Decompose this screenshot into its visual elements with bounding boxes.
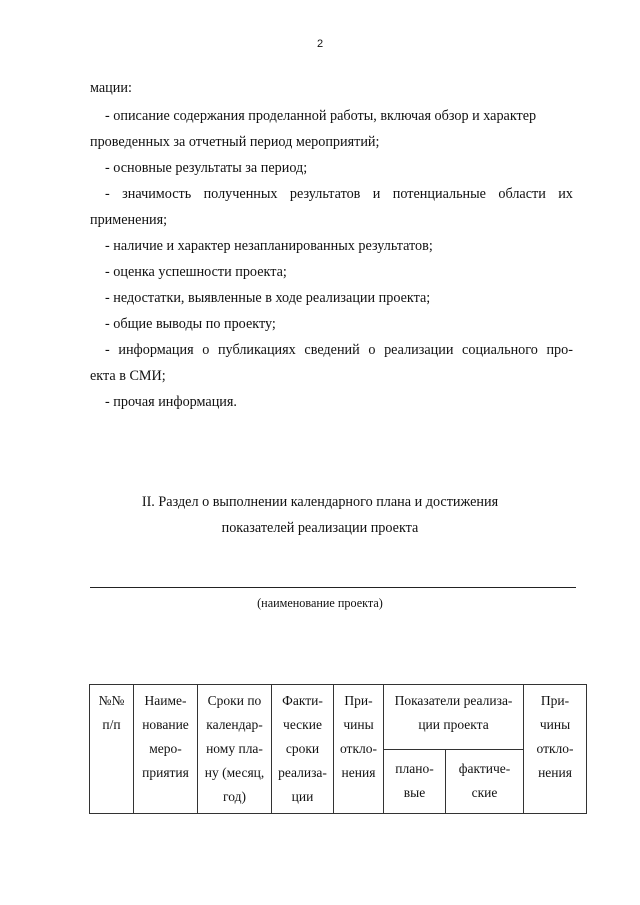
header-text: реализа- bbox=[278, 765, 327, 780]
header-text: нование bbox=[142, 717, 189, 732]
word: о bbox=[368, 342, 376, 358]
header-actual-values bbox=[446, 749, 524, 814]
header-text: приятия bbox=[142, 765, 189, 780]
word: потенциальные bbox=[392, 186, 486, 202]
list-item-main-results: - основные результаты за период; bbox=[105, 160, 308, 176]
header-text: ну (месяц, bbox=[204, 765, 265, 780]
word: - bbox=[105, 186, 110, 202]
word: и bbox=[372, 186, 381, 202]
header-text: Сроки по bbox=[207, 693, 262, 708]
list-continuation: мации: bbox=[90, 80, 132, 96]
header-text: плано- bbox=[395, 761, 434, 777]
header-text: нения bbox=[341, 765, 376, 780]
header-text: меро- bbox=[149, 741, 182, 756]
list-item-significance-cont: применения; bbox=[90, 212, 168, 228]
header-deviation-reasons bbox=[334, 685, 384, 814]
header-text: Показатели реализа- bbox=[394, 693, 513, 708]
header-text: откло- bbox=[339, 741, 377, 756]
header-text: год) bbox=[223, 789, 246, 804]
header-text: нения bbox=[538, 765, 572, 780]
word: области bbox=[498, 186, 546, 202]
header-text: ские bbox=[471, 785, 498, 801]
header-deviation-reasons-2 bbox=[524, 685, 587, 814]
list-item-publications bbox=[105, 342, 573, 359]
list-item-work-description-cont: проведенных за отчетный период мероприятий; bbox=[90, 134, 380, 150]
header-text: откло- bbox=[536, 741, 574, 756]
word: значимость bbox=[122, 186, 192, 202]
word: полученных bbox=[203, 186, 278, 202]
page-number: 2 bbox=[316, 38, 324, 50]
header-text: фактиче- bbox=[458, 761, 511, 777]
list-item-shortcomings: - недостатки, выявленные в ходе реализации проекта; bbox=[105, 290, 431, 306]
word: социального bbox=[462, 342, 538, 358]
header-text: ческие bbox=[283, 717, 322, 732]
list-item-other-info: - прочая информация. bbox=[105, 394, 237, 410]
header-text: чины bbox=[539, 717, 571, 732]
header-text: №№ bbox=[98, 693, 125, 708]
header-number bbox=[90, 685, 134, 814]
word: информация bbox=[118, 342, 194, 358]
header-text: сроки bbox=[285, 741, 320, 756]
header-text: При- bbox=[344, 693, 373, 708]
word: публикациях bbox=[217, 342, 296, 358]
word: про- bbox=[546, 342, 573, 358]
header-text: ному пла- bbox=[206, 741, 263, 756]
list-item-conclusions: - общие выводы по проекту; bbox=[105, 316, 276, 332]
header-event-name bbox=[134, 685, 198, 814]
list-item-success-evaluation: - оценка успешности проекта; bbox=[105, 264, 287, 280]
header-text: При- bbox=[540, 693, 570, 708]
list-item-publications-cont: екта в СМИ; bbox=[90, 368, 166, 384]
word: результатов bbox=[289, 186, 361, 202]
calendar-plan-table bbox=[89, 684, 587, 814]
header-text: ции bbox=[291, 789, 314, 804]
section-title-line1: II. Раздел о выполнении календарного плана и достижения bbox=[141, 494, 499, 510]
header-planned-schedule bbox=[198, 685, 272, 814]
project-name-caption: (наименование проекта) bbox=[257, 596, 383, 610]
word: о bbox=[202, 342, 210, 358]
header-text: Факти- bbox=[282, 693, 323, 708]
header-project-indicators bbox=[384, 685, 524, 750]
header-text: календар- bbox=[206, 717, 263, 732]
header-actual-dates bbox=[272, 685, 334, 814]
word: реализации bbox=[384, 342, 454, 358]
header-text: вые bbox=[403, 785, 426, 801]
list-item-significance bbox=[105, 186, 573, 203]
list-item-unplanned-results: - наличие и характер незапланированных результатов; bbox=[105, 238, 433, 254]
header-text: чины bbox=[343, 717, 374, 732]
section-title-line2: показателей реализации проекта bbox=[221, 520, 419, 536]
project-name-rule bbox=[90, 587, 576, 588]
word: их bbox=[558, 186, 573, 202]
header-planned-values bbox=[384, 749, 446, 814]
header-text: ции проекта bbox=[418, 717, 489, 732]
header-text: Наиме- bbox=[144, 693, 187, 708]
list-item-work-description: - описание содержания проделанной работы, включая обзор и характер bbox=[105, 108, 537, 124]
header-text: п/п bbox=[102, 717, 121, 732]
word: сведений bbox=[304, 342, 360, 358]
word: - bbox=[105, 342, 110, 358]
